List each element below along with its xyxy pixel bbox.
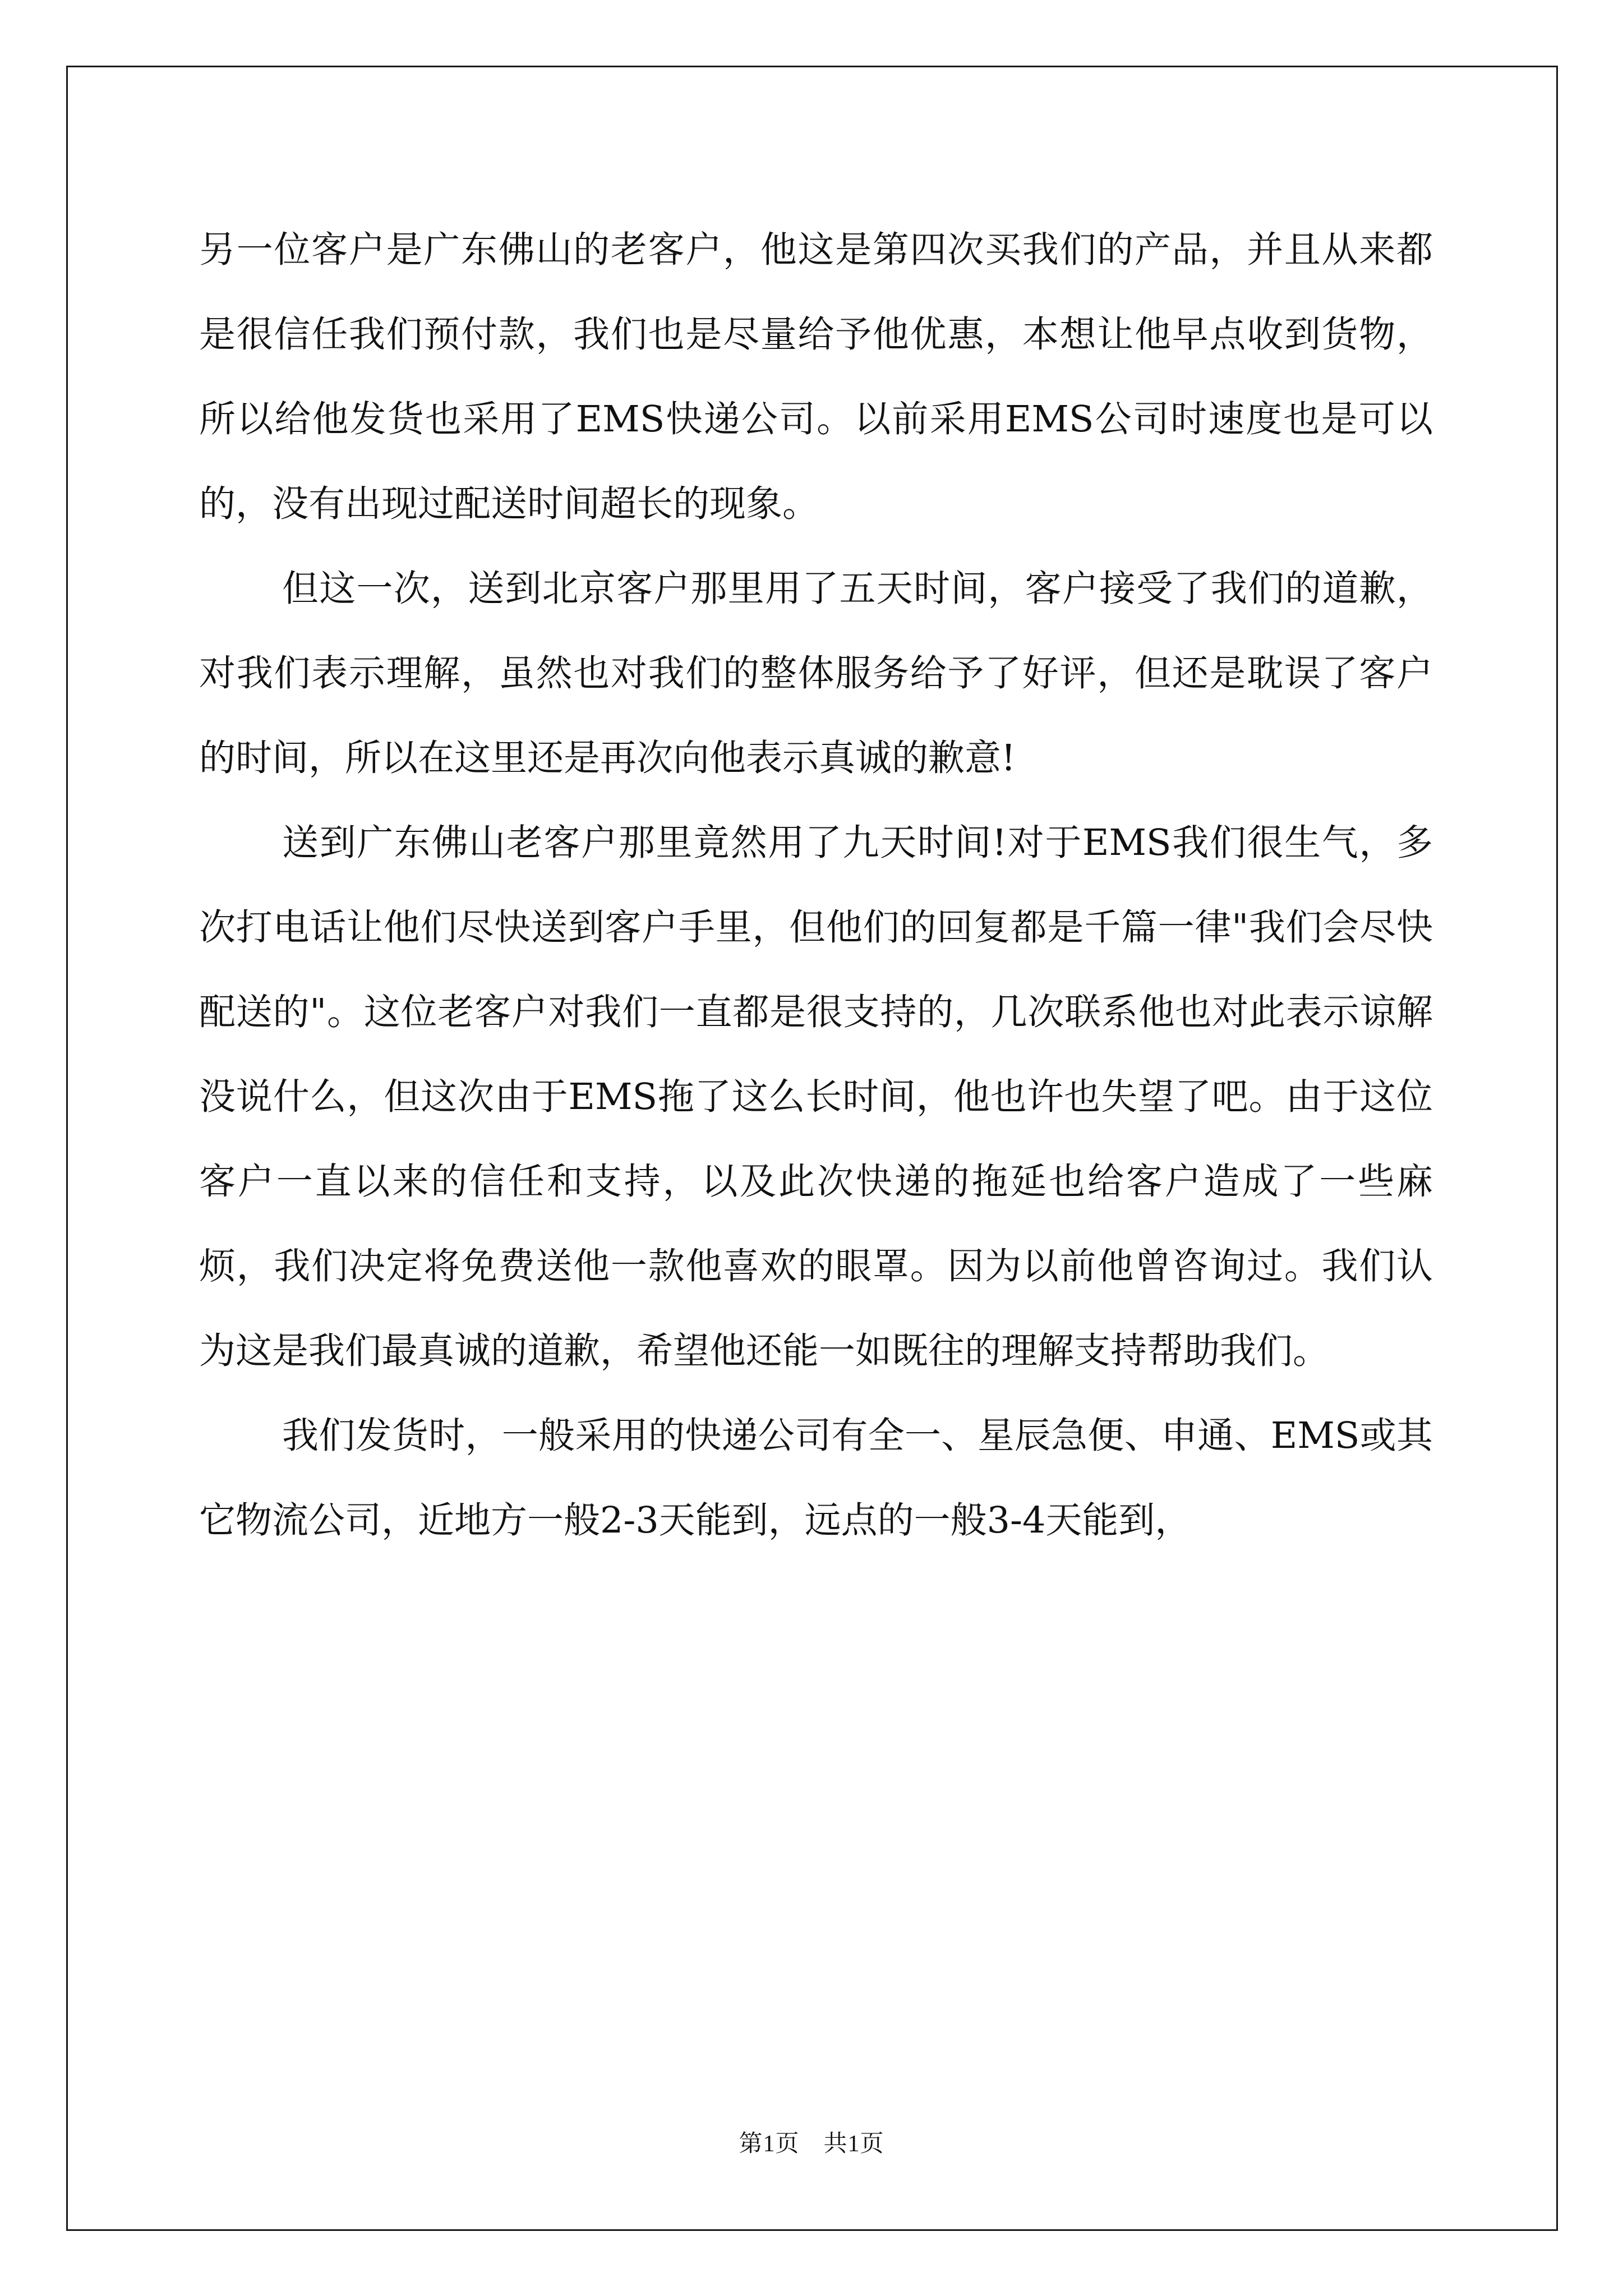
document-body (199, 208, 1433, 1563)
paragraph-2: 但这一次，送到北京客户那里用了五天时间，客户接受了我们的道歉，对我们表示理解，虽然也对我们的整体服务给予了好评，但还是耽误了客户的时间，所以在这里还是再次向他表示真诚的歉意! (199, 568, 1433, 779)
page-number: 第1页 共1页 (739, 2131, 884, 2157)
paragraph-4: 我们发货时，一般采用的快递公司有全一、星辰急便、申通、EMS或其它物流公司，近地方一般2-3天能到，远点的一般3-4天能到， (199, 1415, 1433, 1542)
paragraph-1: 另一位客户是广东佛山的老客户，他这是第四次买我们的产品，并且从来都是很信任我们预付款，我们也是尽量给予他优惠，本想让他早点收到货物，所以给他发货也采用了EMS快递公司。以前采用EMS公司时速度也是可以的，没有出现过配送时间超长的现象。 (199, 229, 1433, 525)
paragraph-3: 送到广东佛山老客户那里竟然用了九天时间!对于EMS我们很生气，多次打电话让他们尽快送到客户手里，但他们的回复都是千篇一律"我们会尽快配送的"。这位老客户对我们一直都是很支持的，几次联系他也对此表示谅解没说什么，但这次由于EMS拖了这么长时间，他也许也失望了吧。由于这位客户一直以来的信任和支持，以及此次快递的拖延也给客户造成了一些麻烦，我们决定将免费送他一款他喜欢的眼罩。因为以前他曾咨询过。我们认为这是我们最真诚的道歉，希望他还能一如既往的理解支持帮助我们。 (199, 822, 1433, 1372)
